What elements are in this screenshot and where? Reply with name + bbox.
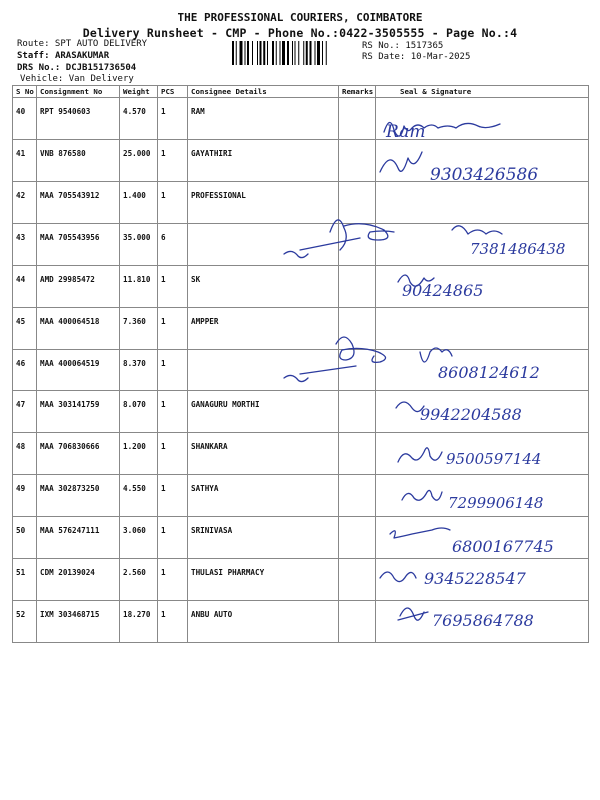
barcode-bar xyxy=(236,41,237,65)
barcode-bar xyxy=(272,41,274,65)
cell-consignment-no: RPT 9540603 xyxy=(37,98,120,140)
cell-remarks xyxy=(339,181,376,223)
cell-consignee: GANAGURU MORTHI xyxy=(188,391,339,433)
cell-consignee xyxy=(188,223,339,265)
staff-label: Staff: xyxy=(17,51,50,61)
signature-48: 9500597144 xyxy=(446,450,542,468)
cell-signature xyxy=(376,559,589,601)
table-row xyxy=(13,98,589,140)
barcode-bar xyxy=(282,41,285,65)
signature-46: 8608124612 xyxy=(438,363,540,382)
cell-sno: 51 xyxy=(13,559,37,601)
cell-consignment-no: MAA 400064518 xyxy=(37,307,120,349)
barcode-bar xyxy=(315,41,316,65)
drs-line xyxy=(17,63,136,75)
cell-remarks xyxy=(339,139,376,181)
cell-consignee: PROFESSIONAL xyxy=(188,181,339,223)
cell-pcs: 1 xyxy=(158,601,188,643)
barcode-bar xyxy=(260,41,262,65)
barcode-bar xyxy=(287,41,289,65)
barcode-bar xyxy=(267,41,268,65)
cell-remarks xyxy=(339,433,376,475)
cell-remarks xyxy=(339,265,376,307)
cell-sno: 44 xyxy=(13,265,37,307)
col-header-sno: S No xyxy=(13,86,37,98)
barcode-bar xyxy=(326,41,327,65)
barcode-bar xyxy=(295,41,296,65)
cell-weight: 4.550 xyxy=(120,475,158,517)
cell-consignment-no: VNB 876580 xyxy=(37,139,120,181)
cell-signature xyxy=(376,98,589,140)
cell-remarks xyxy=(339,517,376,559)
rs-date: RS Date: 10-Mar-2025 xyxy=(362,52,471,62)
cell-consignee: SHANKARA xyxy=(188,433,339,475)
drs-value: DCJB151736504 xyxy=(65,63,137,73)
staff-line xyxy=(17,51,109,63)
signature-41: 9303426586 xyxy=(430,165,539,185)
signature-43: 7381486438 xyxy=(470,240,566,258)
cell-pcs: 1 xyxy=(158,391,188,433)
cell-sno: 50 xyxy=(13,517,37,559)
barcode-bar xyxy=(245,41,246,65)
signature-47: 9942204588 xyxy=(420,405,522,424)
barcode-bar xyxy=(247,41,249,65)
staff-value: ARASAKUMAR xyxy=(54,51,110,61)
cell-signature xyxy=(376,433,589,475)
col-header-consignee: Consignee Details xyxy=(188,86,339,98)
barcode-bar xyxy=(257,41,258,65)
barcode-image xyxy=(232,41,354,65)
table-row xyxy=(13,223,589,265)
cell-consignment-no: MAA 302873250 xyxy=(37,475,120,517)
cell-pcs: 1 xyxy=(158,265,188,307)
cell-sno: 45 xyxy=(13,307,37,349)
barcode-bar xyxy=(310,41,312,65)
barcode-bar xyxy=(292,41,293,65)
col-header-signature: Seal & Signature xyxy=(376,86,589,98)
table-row xyxy=(13,433,589,475)
barcode-bar xyxy=(280,41,281,65)
cell-weight: 35.000 xyxy=(120,223,158,265)
cell-weight: 1.400 xyxy=(120,181,158,223)
table-row xyxy=(13,559,589,601)
cell-consignee: THULASI PHARMACY xyxy=(188,559,339,601)
cell-remarks xyxy=(339,601,376,643)
cell-weight: 18.270 xyxy=(120,601,158,643)
signature-51: 9345228547 xyxy=(424,569,526,588)
col-header-consignment: Consignment No xyxy=(37,86,120,98)
cell-consignee: RAM xyxy=(188,98,339,140)
barcode-bar xyxy=(240,41,243,65)
cell-weight: 1.200 xyxy=(120,433,158,475)
signature-40: Ram xyxy=(386,122,426,142)
cell-pcs: 6 xyxy=(158,223,188,265)
barcode-bar xyxy=(276,41,277,65)
cell-signature xyxy=(376,601,589,643)
cell-pcs: 1 xyxy=(158,475,188,517)
cell-pcs: 1 xyxy=(158,349,188,391)
route-line: Route: SPT AUTO DELIVERY xyxy=(17,39,148,49)
signature-52: 7695864788 xyxy=(432,611,534,630)
col-header-remarks: Remarks xyxy=(339,86,376,98)
cell-consignment-no: AMD 29985472 xyxy=(37,265,120,307)
cell-signature xyxy=(376,139,589,181)
cell-consignee: AMPPER xyxy=(188,307,339,349)
cell-sno: 52 xyxy=(13,601,37,643)
cell-pcs: 1 xyxy=(158,559,188,601)
table-row xyxy=(13,517,589,559)
signature-49: 7299906148 xyxy=(448,494,544,512)
cell-consignee: GAYATHIRI xyxy=(188,139,339,181)
cell-remarks xyxy=(339,475,376,517)
cell-consignee xyxy=(188,349,339,391)
cell-remarks xyxy=(339,98,376,140)
cell-signature xyxy=(376,391,589,433)
cell-consignment-no: MAA 576247111 xyxy=(37,517,120,559)
runsheet-subtitle: Delivery Runsheet - CMP - Phone No.:0422-3505555 - Page No.:4 xyxy=(82,26,518,40)
cell-sno: 46 xyxy=(13,349,37,391)
cell-pcs: 1 xyxy=(158,517,188,559)
cell-weight: 8.370 xyxy=(120,349,158,391)
cell-weight: 7.360 xyxy=(120,307,158,349)
cell-weight: 11.810 xyxy=(120,265,158,307)
table-row xyxy=(13,139,589,181)
cell-sno: 47 xyxy=(13,391,37,433)
table-row xyxy=(13,265,589,307)
cell-signature xyxy=(376,307,589,349)
cell-sno: 40 xyxy=(13,98,37,140)
barcode-bar xyxy=(252,41,253,65)
signature-50: 6800167745 xyxy=(452,537,554,556)
cell-signature xyxy=(376,265,589,307)
signature-44: 90424865 xyxy=(402,281,484,300)
barcode-bar xyxy=(232,41,234,65)
cell-consignee: SRINIVASA xyxy=(188,517,339,559)
cell-consignment-no: IXM 303468715 xyxy=(37,601,120,643)
cell-pcs: 1 xyxy=(158,433,188,475)
barcode-bar xyxy=(322,41,323,65)
cell-consignee: SATHYA xyxy=(188,475,339,517)
cell-sno: 49 xyxy=(13,475,37,517)
cell-pcs: 1 xyxy=(158,98,188,140)
barcode-bar xyxy=(263,41,265,65)
cell-pcs: 1 xyxy=(158,307,188,349)
col-header-pcs: PCS xyxy=(158,86,188,98)
cell-weight: 8.070 xyxy=(120,391,158,433)
cell-sno: 42 xyxy=(13,181,37,223)
cell-weight: 2.560 xyxy=(120,559,158,601)
table-row xyxy=(13,307,589,349)
table-row xyxy=(13,181,589,223)
table-header-row xyxy=(13,86,589,98)
vehicle-line: Vehicle: Van Delivery xyxy=(20,74,134,84)
drs-label: DRS No.: xyxy=(17,63,61,73)
rs-number: RS No.: 1517365 xyxy=(362,41,444,51)
cell-pcs: 1 xyxy=(158,181,188,223)
cell-consignment-no: MAA 303141759 xyxy=(37,391,120,433)
cell-consignment-no: MAA 706830666 xyxy=(37,433,120,475)
table-row xyxy=(13,391,589,433)
cell-consignment-no: CDM 20139024 xyxy=(37,559,120,601)
cell-remarks xyxy=(339,391,376,433)
cell-consignment-no: MAA 705543912 xyxy=(37,181,120,223)
cell-remarks xyxy=(339,349,376,391)
cell-signature xyxy=(376,181,589,223)
cell-sno: 43 xyxy=(13,223,37,265)
barcode-bar xyxy=(317,41,320,65)
cell-signature xyxy=(376,475,589,517)
cell-sno: 41 xyxy=(13,139,37,181)
cell-consignment-no: MAA 705543956 xyxy=(37,223,120,265)
barcode-bar xyxy=(303,41,304,65)
cell-remarks xyxy=(339,307,376,349)
company-name: THE PROFESSIONAL COURIERS, COIMBATORE xyxy=(177,11,423,24)
table-row xyxy=(13,349,589,391)
cell-consignee: SK xyxy=(188,265,339,307)
cell-sno: 48 xyxy=(13,433,37,475)
cell-consignment-no: MAA 400064519 xyxy=(37,349,120,391)
cell-remarks xyxy=(339,559,376,601)
barcode-bar xyxy=(306,41,308,65)
runsheet-table xyxy=(12,85,589,643)
cell-remarks xyxy=(339,223,376,265)
cell-weight: 4.570 xyxy=(120,98,158,140)
cell-signature xyxy=(376,517,589,559)
cell-signature xyxy=(376,223,589,265)
cell-weight: 25.000 xyxy=(120,139,158,181)
cell-consignee: ANBU AUTO xyxy=(188,601,339,643)
table-row xyxy=(13,601,589,643)
cell-weight: 3.060 xyxy=(120,517,158,559)
cell-signature xyxy=(376,349,589,391)
cell-pcs: 1 xyxy=(158,139,188,181)
col-header-weight: Weight xyxy=(120,86,158,98)
barcode-bar xyxy=(298,41,299,65)
table-row xyxy=(13,475,589,517)
